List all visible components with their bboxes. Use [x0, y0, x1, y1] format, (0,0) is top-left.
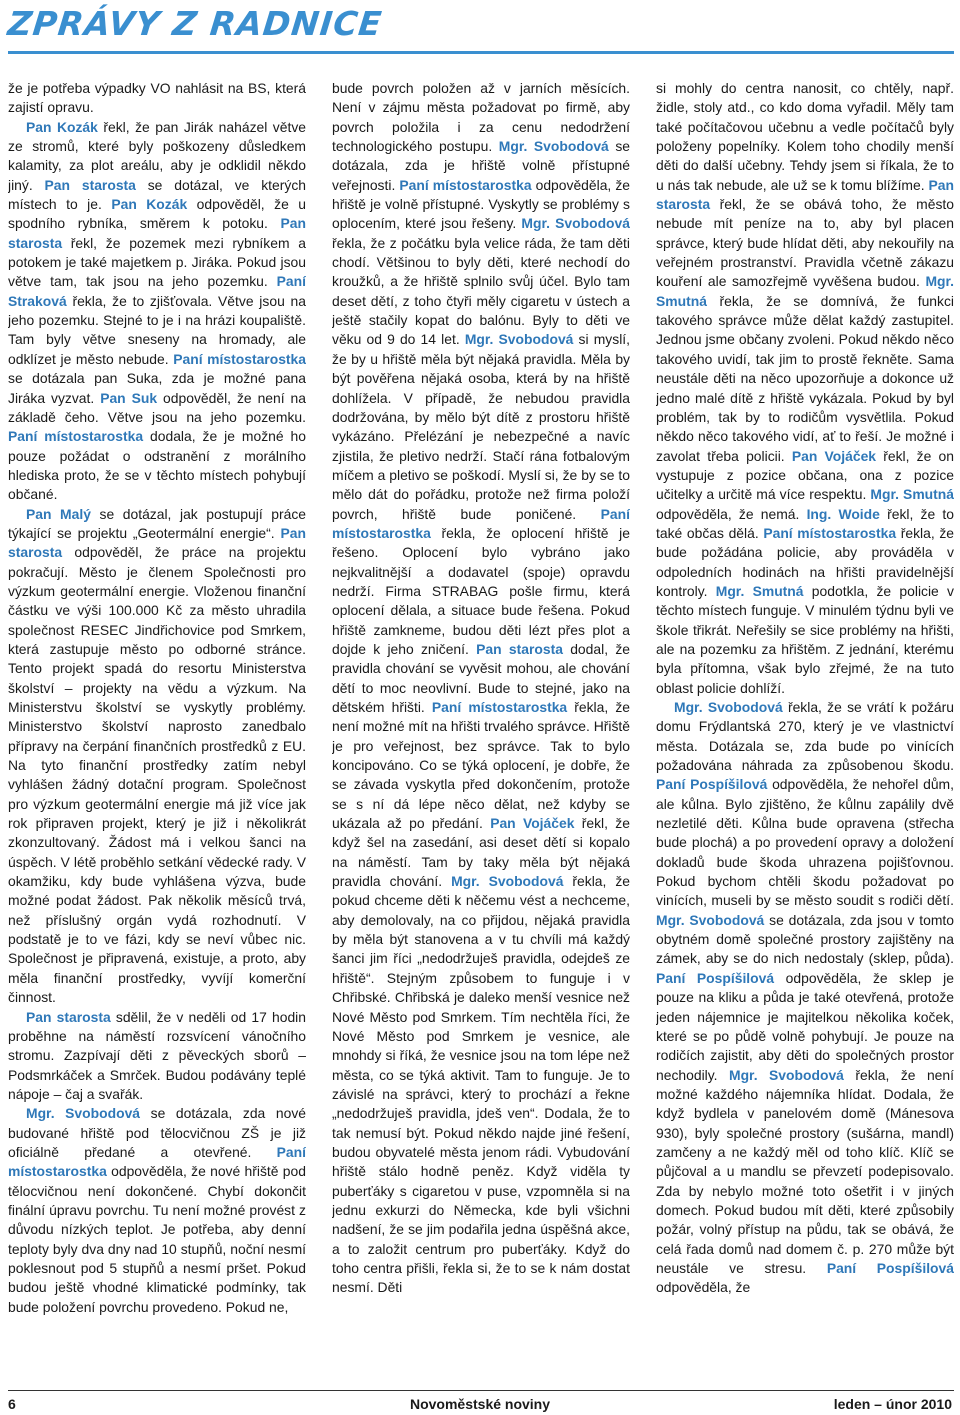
speaker-name: Pan starosta: [8, 215, 306, 251]
text-run: sdělil, že v neděli od 17 hodin proběhne na náměstí rozsvícení vánočního stromu. Zazpívají děti z pěveckých sborů – Podsmrkáček a Smrček. Budou podávány teplé nápoje – čaj a svařák.: [8, 1008, 306, 1102]
text-run: odpověděl, že práce na projektu pokračují. Město je členem Společnosti pro výzkum geotermální energie. Vloženou finanční částku ve výši 100.000 Kč za město uhradila společnost RESEC Jindřichovice pod Smrkem, která zastupuje město po odborné stránce. Tento projekt spadá do resortu Ministerstva školství – projekty na vědu a výzkum. Na Ministerstvu školství se vyskytly problémy. Ministerstvo školství naprosto zanedbalo přípravy na čerpání finančních prostředků z EU. Na tyto finanční prostředky zatím nebyl vyhlášen žádný dotační program. Společnost pro výzkum geotermální energie má již více jak rok připraven projekt, který je již i několikrát zkonzultovaný. Žádost má i velkou šanci na úspěch. V létě proběhlo setkání vědecké rady. V okamžiku, kdy bude vyhlášena výzva, bude možné podat žádost. Pak několik měsíců trvá, než příslušný orgán vydá rozhodnutí. V podstatě je to ve fázi, kdy se neví vůbec nic. Společnost je připravená, existuje, a proto, aby měla finanční prostředky, vyvíjí komerční činnost.: [8, 544, 306, 1006]
speaker-name: Pan Vojáček: [490, 815, 575, 832]
text-run: odpověděl, že není na základě čeho. Větve jsou na jeho pozemku.: [8, 389, 306, 425]
paragraph: [8, 1104, 306, 1317]
text-run: řekl, že se obává toho, že město nebude mít peníze na to, aby byl placen správce, který bude hlídat děti, aby nekouřily na veřejném prostranství. Pravidla včetně zákazu kouření ale samozřejmě vyvěšena budou.: [656, 196, 954, 290]
text-run: odpověděla, že hřiště je volně přístupné. Vyskytly se problémy s oplocením, které jsou řešeny.: [332, 176, 630, 232]
speaker-name: Mgr. Svobodová: [498, 138, 609, 155]
text-run: řekla, že není možné mít na hřišti trvalého správce. Hřiště je pro veřejnost, bez správce. Tak to bylo koncipováno. Co se týká oplocení, je dobře, že se závada vyskytla před dokončením, protože se s ní dá lépe něco dělat, než kdyby se ukázala až po předání.: [332, 699, 630, 832]
text-run: dodala, že je možné ho pouze požádat o odstranění z morálního hlediska proto, že se v těchto místech pohybují občané.: [8, 428, 306, 503]
text-run: se dotázal, ve kterých místech to je.: [8, 176, 306, 213]
speaker-name: Paní místostarostka: [8, 428, 144, 445]
speaker-name: Paní místostarostka: [763, 524, 897, 541]
speaker-name: Mgr. Smutná: [656, 273, 954, 309]
paragraph: [656, 79, 954, 698]
speaker-name: Mgr. Svobodová: [451, 873, 564, 890]
paragraph: [332, 79, 630, 1298]
speaker-name: Mgr. Svobodová: [521, 215, 630, 232]
text-run: odpověděla, že: [656, 1279, 751, 1296]
speaker-name: Paní Straková: [8, 273, 306, 309]
speaker-name: Paní místostarostka: [173, 350, 306, 367]
text-run: odpověděla, že sklep je pouze na kliku a půda je také otevřená, protože jeden nájemnice je majitelkou několika koček, které se po půdě volně pohybují. Je pouze na rodičích zajistit, aby děti do společných prostor nechodily.: [656, 969, 954, 1083]
text-run: podotkla, že policie v těchto místech funguje. V minulém týdnu byli ve škole třikrát. Neřešily se sice problémy na hřišti, ale na pozemku za hřištěm. Z jednání, kterému byla přítomna, však bylo zřejmé, že na tuto oblast policie dohlíží.: [656, 582, 954, 696]
text-run: řekla, že se vrátí k požáru domu Frýdlantská 270, který je ve vlastnictví města. Dotázala se, zda bude po vinících požadována náhrada za způsobenou škodu.: [656, 699, 954, 774]
text-run: řekla, že oplocení hřiště je řešeno. Oplocení bylo vybráno jako nejkvalitnější a dodavatel (spoje) opravdu nedrží. Firma STRABAG pošle firmu, která oplocení dělala, a situace bude řešena. Pokud hřiště zamkneme, budou děti lézt přes plot a dojde k jeho zničení.: [332, 524, 630, 657]
text-run: dodal, že pravidla chování se vyvěsit mohou, ale chování dětí to moc neovlivní. Bude to stejné, jako na dětském hřišti.: [332, 640, 630, 715]
text-column-2: [332, 79, 630, 1364]
footer-rule: [8, 1390, 954, 1391]
text-run: si myslí, že by u hřiště měla být nějaká pravidla. Měla by být pověřena nějaká osoba, která by na hřiště dohlížela. V případě, že nebudou pravidla dodržována, by mělo být dítě z prostoru hřiště vykázáno. Přelézání je nebezpečné a navíc zjistila, že pletivo nedrží. Stačí rána fotbalovým míčem a pletivo se poškodí. Myslí si, že by se to mělo dát do pořádku, protože než firma položí povrch, hřiště bude poničené.: [332, 331, 630, 522]
speaker-name: Mgr. Smutná: [715, 582, 804, 599]
text-column-1: [8, 79, 306, 1364]
text-run: odpověděla, že nové hřiště pod tělocvičnou není dokončené. Chybí dokončit finální úpravu povrchu. Tu není možné provést z důvodu nízkých teplot. Je potřeba, aby denní teploty byly dva dny nad 10 stupňů, noční nesmí poklesnout pod 5 stupňů a nesmí pršet. Pokud budou ještě vhodné klimatické podmínky, tak bude položení povrchu provedeno. Pokud ne,: [8, 1163, 306, 1315]
paragraph: [8, 505, 306, 1008]
speaker-name: Mgr. Smutná: [870, 486, 954, 503]
paragraph: [8, 1008, 306, 1105]
section-title: ZPRÁVY Z RADNICE: [5, 4, 385, 43]
text-run: řekl, že když šel na zasedání, asi deset dětí si kopalo na náměstí. Tam by taky měla být nějaká pravidla chování.: [332, 815, 630, 890]
text-run: odpověděl, že u spodního rybníka, směrem k potoku.: [8, 196, 306, 232]
text-run: se dotázala, zda je hřiště volně přístupné veřejnosti.: [332, 138, 630, 193]
text-run: řekla, že se domnívá, že funkci takového správce může dělat každý zastupitel. Jednou jsme občany zvoleni. Pokud někdo něco takového uvidí, tak jim to prostě řekněte. Sama neustále děti na něco upozorňuje a dokonce už jedno malé dítě z hřiště vykázala. Pokud by byl problém, tak by to rodičům vysvětlila. Pokud někdo něco takového vidí, ať to řeší. Je možné i zavolat třeba policii.: [656, 292, 954, 464]
text-run: se dotázala pan Suka, zda je možné pana Jiráka vyzvat.: [8, 370, 306, 406]
speaker-name: Pan Malý: [26, 505, 91, 522]
text-run: se dotázala, zda nové budované hřiště pod tělocvičnou ZŠ je již oficiálně předané a otevřené.: [8, 1105, 306, 1160]
speaker-name: Paní místostarostka: [431, 699, 568, 715]
speaker-name: Paní Pospíšilová: [656, 776, 768, 793]
paragraph: [656, 698, 954, 1298]
speaker-name: Paní Pospíšilová: [826, 1259, 954, 1276]
speaker-name: Pan starosta: [476, 640, 563, 657]
speaker-name: Mgr. Svobodová: [656, 911, 765, 928]
speaker-name: Ing. Woide: [806, 505, 880, 522]
speaker-name: Pan Kozák: [26, 118, 98, 135]
text-run: řekla, že z počátku byla velice ráda, že tam děti chodí. Většinou to byly děti, které nechodí do kroužků, a že hřiště splnilo svůj účel. Bylo tam deset dětí, z toho čtyři měly cigaretu v ústech a ještě stačily kopat do balónu. Byly to děti ve věku od 9 do 14 let.: [332, 234, 630, 348]
text-run: řekl, že pozemek mezi rybníkem a potokem je také majetkem p. Jiráka. Pokud jsou větve tam, tak jsou na jeho pozemku.: [8, 234, 306, 290]
speaker-name: Pan starosta: [26, 1008, 111, 1025]
text-run: si mohly do centra nanosit, co chtěly, např. židle, stoly atd., co kdo doma vyřadil. Měly tam také počítačovou učebnu a vedle počítačů byly položeny popelníky. Kolem toho chodily menší děti do další učebny. Tehdy jsem si říkala, že to u nás tak nebude, ale už se k tomu blížíme.: [656, 80, 954, 193]
text-run: odpověděla, že nemá.: [656, 505, 807, 522]
text-run: řekl, že to také občas dělá.: [656, 505, 954, 541]
text-run: že je potřeba výpadky VO nahlásit na BS, která zajistí opravu.: [8, 80, 306, 116]
speaker-name: Paní Pospíšilová: [656, 969, 775, 986]
issue-date: leden – únor 2010: [833, 1396, 952, 1412]
speaker-name: Pan starosta: [44, 176, 136, 193]
speaker-name: Pan Suk: [100, 389, 158, 406]
speaker-name: Pan starosta: [656, 176, 954, 213]
text-run: řekla, že není možné každého nájemníka hlídat. Dodala, že když bydlela v panelovém domě (Mánesova 930), byly společné prostory (sušárna, mandl) zamčeny a ne každý měl od toho klíč. Klíč se půjčoval a u mandlu se převzetí podepisovalo. Zda by nebylo možné toto ošetřit i v jiných domech. Pokud budou mít děti, které způsobily požár, volný přístup na půdu, tak se obává, že celá řada domů nad domem č. p. 270 může být neustále ve stresu.: [656, 1066, 954, 1276]
speaker-name: Pan starosta: [8, 524, 306, 561]
speaker-name: Paní místostarostka: [332, 505, 630, 541]
page-footer: [0, 1380, 960, 1415]
text-run: řekla, že to zjišťovala. Větve jsou na jeho pozemku. Stejné to je i na hrázi koupaliště. Tam byly větve sneseny na hromady, ale odklízet je město nebude.: [8, 292, 306, 367]
text-run: odpověděla, že nehořel dům, ale kůlna. Bylo zjištěno, že kůlnu zapálily dvě nezletilé děti. Kůlna bude opravena (střecha bude plochá) a po provedení opravy a doložení dokladů bude škoda uhrazena pojišťovnou. Pokud bychom chtěli škodu požadovat po vinících, museli by se město soudit s rodiči dětí.: [656, 776, 954, 909]
text-run: řekl, že pan Jirák naházel větve ze stromů, které byly poškozeny důsledkem kalamity, za plot areálu, aby je odklidil někdo jiný.: [8, 118, 306, 193]
text-column-3: [656, 79, 954, 1364]
speaker-name: Mgr. Svobodová: [464, 331, 574, 348]
publication-name: Novoměstské noviny: [409, 1396, 551, 1412]
paragraph: [8, 79, 306, 118]
text-run: řekla, že pokud chceme děti k něčemu vést a nechceme, aby demolovaly, na co přijdou, nějaká pravidla by měla být stanovena a v tu chvíli má každý šanci jim říci „nedodržuješ pravidla, odejdeš ze hřiště“. Stejným způsobem to funguje i v Chřibské. Chřibská je daleko menší vesnice než Nové Město pod Smrkem. Tím nechtěla říci, že Nové Město pod Smrkem je vesnice, ale mnohdy si říká, že vesnice jsou na tom lépe než města, co se týká aktivit. Tam to funguje. Je to závislé na správci, který to prochází a řekne „nedodržuješ pravidla, jdeš ven“. Dodala, že to tak nemusí být. Pokud někdo najde jiné řešení, budou obyvatelé města jenom rádi. Vybudování hřiště stálo hodně peněz. Když viděla ty puberťáky s cigaretou v puse, vzpomněla si na jednu exkurzi do Německa, kde byli všichni nadšení, že se jim podařila jedna úspěšná akce, a to založit centrum pro puberťáky. Když do toho centra přišli, řekla si, že to se k nám dostat nesmí. Děti: [332, 873, 630, 1296]
text-run: bude povrch položen až v jarních měsících. Není v zájmu města požadovat po firmě, aby povrch položila i za cenu nedodržení technologického postupu.: [332, 80, 630, 155]
speaker-name: Paní místostarostka: [399, 176, 532, 193]
speaker-name: Pan Kozák: [111, 196, 188, 213]
speaker-name: Paní místostarostka: [8, 1143, 306, 1180]
text-run: se dotázala, zda jsou v tomto obytném domě společné prostory zajištěny na zámek, aby se do nich nedostaly (sklep, půda).: [656, 911, 954, 967]
text-run: se dotázal, jak postupují práce týkající se projektu „Geotermální energie“.: [8, 505, 306, 541]
speaker-name: Mgr. Svobodová: [729, 1066, 844, 1083]
page-header: [0, 0, 960, 56]
header-rule: [8, 51, 954, 54]
article-body: [8, 79, 954, 1364]
text-run: řekla, že bude požádána policie, aby prováděla v odpoledních hodinách na hřišti pravidelnější kontroly.: [656, 524, 954, 599]
speaker-name: Pan Vojáček: [791, 447, 877, 464]
speaker-name: Mgr. Svobodová: [674, 699, 783, 715]
page-number: 6: [8, 1396, 16, 1412]
speaker-name: Mgr. Svobodová: [26, 1105, 141, 1122]
paragraph: [8, 118, 306, 505]
text-run: řekl, že on vystupuje z pozice občana, ona z pozice učitelky a určitě má více respektu.: [656, 447, 954, 503]
